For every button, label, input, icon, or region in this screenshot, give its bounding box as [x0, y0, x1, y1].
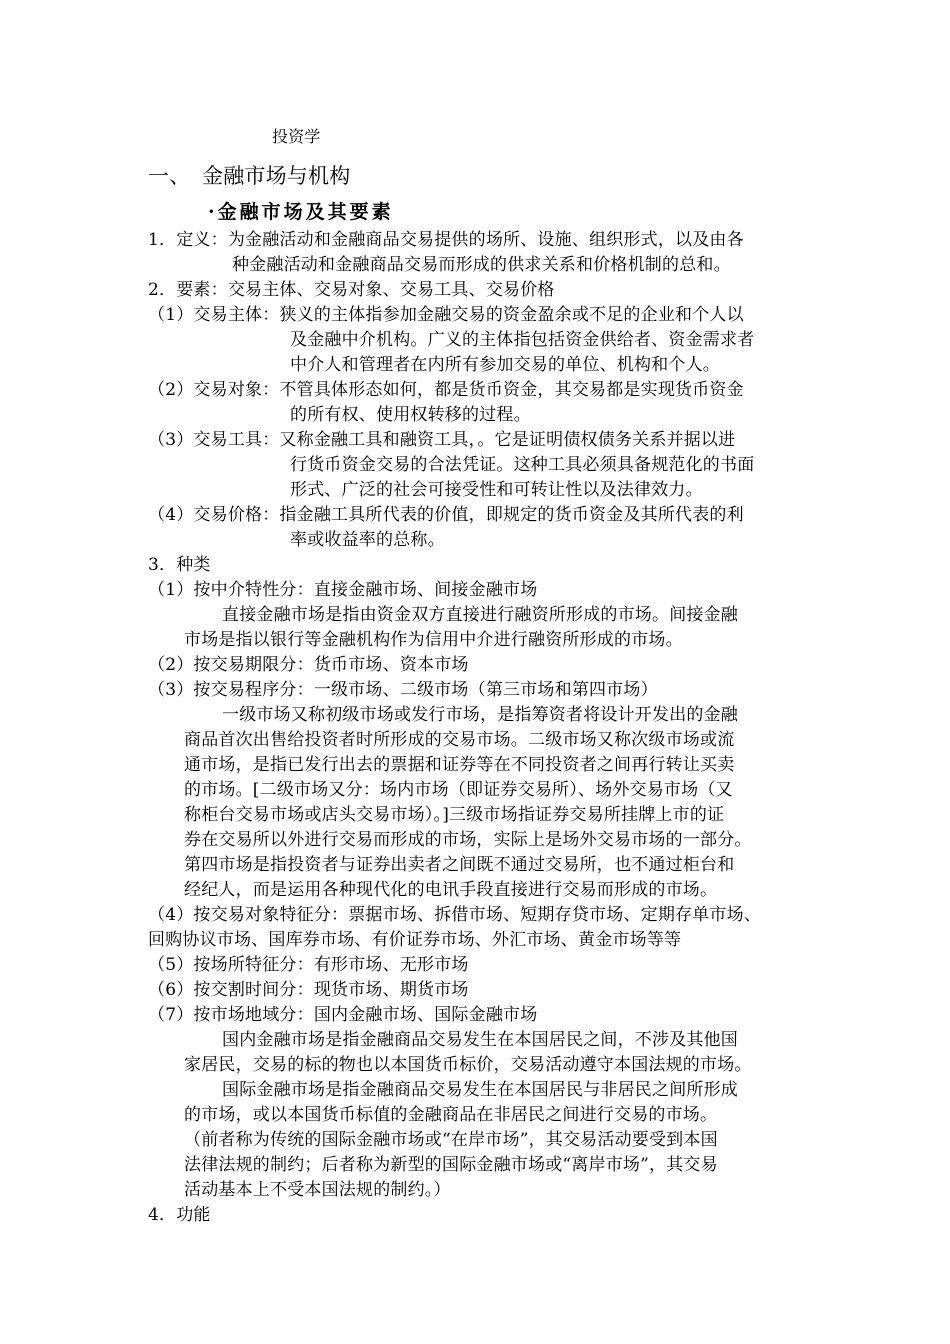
- body-line: 法律法规的制约；后者称为新型的国际金融市场或“离岸市场”，其交易: [184, 1155, 718, 1175]
- body-line: （1）按中介特性分：直接金融市场、间接金融市场: [148, 580, 538, 600]
- body-line: （2）按交易期限分：货币市场、资本市场: [148, 655, 469, 675]
- body-line: 国内金融市场是指金融商品交易发生在本国居民之间，不涉及其他国: [222, 1030, 738, 1050]
- body-line: （7）按市场地域分：国内金融市场、国际金融市场: [148, 1005, 538, 1025]
- body-line: 的市场，或以本国货币标值的金融商品在非居民之间进行交易的市场。: [184, 1105, 718, 1125]
- body-line: （4）交易价格：指金融工具所代表的价值，即规定的货币资金及其所代表的利: [148, 505, 744, 525]
- body-line: 形式、广泛的社会可接受性和可转让性以及法律效力。: [290, 480, 703, 500]
- body-line: 回购协议市场、国库券市场、有价证券市场、外汇市场、黄金市场等等: [148, 930, 682, 950]
- chapter-number: 一、: [148, 164, 191, 188]
- body-line: （前者称为传统的国际金融市场或“在岸市场”，其交易活动要受到本国: [184, 1130, 718, 1150]
- body-line: 直接金融市场是指由资金双方直接进行融资所形成的市场。间接金融: [222, 605, 738, 625]
- body-line: 一级市场又称初级市场或发行市场，是指筹资者将设计开发出的金融: [222, 705, 738, 725]
- body-line: 市场是指以银行等金融机构作为信用中介进行融资所形成的市场。: [184, 630, 683, 650]
- body-line: 4．功能: [148, 1205, 211, 1225]
- body-line: （1）交易主体：狭义的主体指参加金融交易的资金盈余或不足的企业和个人以: [148, 305, 744, 325]
- body-line: 活动基本上不受本国法规的制约。）: [184, 1180, 451, 1200]
- chapter-heading: [148, 162, 350, 190]
- body-line: （2）交易对象：不管具体形态如何，都是货币资金，其交易都是实现货币资金: [148, 380, 744, 400]
- body-line: （5）按场所特征分：有形市场、无形市场: [148, 955, 469, 975]
- chapter-title: 金融市场与机构: [202, 164, 351, 188]
- body-line: 家居民，交易的标的物也以本国货币标价，交易活动遵守本国法规的市场。: [184, 1055, 752, 1075]
- body-line: 行货币资金交易的合法凭证。这种工具必须具备规范化的书面: [290, 455, 755, 475]
- body-line: 商品首次出售给投资者时所形成的交易市场。二级市场又称次级市场或流: [184, 730, 735, 750]
- subject-title: 投资学: [272, 127, 321, 146]
- body-line: 的所有权、使用权转移的过程。: [290, 405, 531, 425]
- body-line: 率或收益率的总称。: [290, 530, 445, 550]
- body-line: 2．要素：交易主体、交易对象、交易工具、交易价格: [148, 280, 555, 300]
- body-line: 第四市场是指投资者与证券出卖者之间既不通过交易所，也不通过柜台和: [184, 855, 735, 875]
- section-heading: ·金融市场及其要素: [208, 201, 394, 223]
- body-line: 称柜台交易市场或店头交易市场）。]三级市场指证券交易所挂牌上市的证: [184, 805, 725, 825]
- body-line: 及金融中介机构。广义的主体指包括资金供给者、资金需求者: [290, 330, 755, 350]
- body-line: 券在交易所以外进行交易而形成的市场，实际上是场外交易市场的一部分。: [184, 830, 752, 850]
- body-line: 中介人和管理者在内所有参加交易的单位、机构和个人。: [290, 355, 720, 375]
- body-line: 种金融活动和金融商品交易而形成的供求关系和价格机制的总和。: [232, 255, 731, 275]
- body-line: 3．种类: [148, 555, 211, 575]
- body-line: 1．定义：为金融活动和金融商品交易提供的场所、设施、组织形式，以及由各: [148, 230, 744, 250]
- body-line: （6）按交割时间分：现货市场、期货市场: [148, 980, 469, 1000]
- body-line: 通市场，是指已发行出去的票据和证券等在不同投资者之间再行转让买卖: [184, 755, 735, 775]
- body-line: 国际金融市场是指金融商品交易发生在本国居民与非居民之间所形成: [222, 1080, 738, 1100]
- body-line: （4）按交易对象特征分：票据市场、拆借市场、短期存贷市场、定期存单市场、: [148, 905, 762, 925]
- body-line: 经纪人，而是运用各种现代化的电讯手段直接进行交易而形成的市场。: [184, 880, 718, 900]
- body-line: （3）交易工具：又称金融工具和融资工具，。它是证明债权债务关系并据以进: [148, 430, 736, 450]
- body-line: 的市场。[二级市场又分：场内市场（即证券交易所）、场外交易市场（又: [184, 780, 733, 800]
- body-line: （3）按交易程序分：一级市场、二级市场（第三市场和第四市场）: [148, 680, 658, 700]
